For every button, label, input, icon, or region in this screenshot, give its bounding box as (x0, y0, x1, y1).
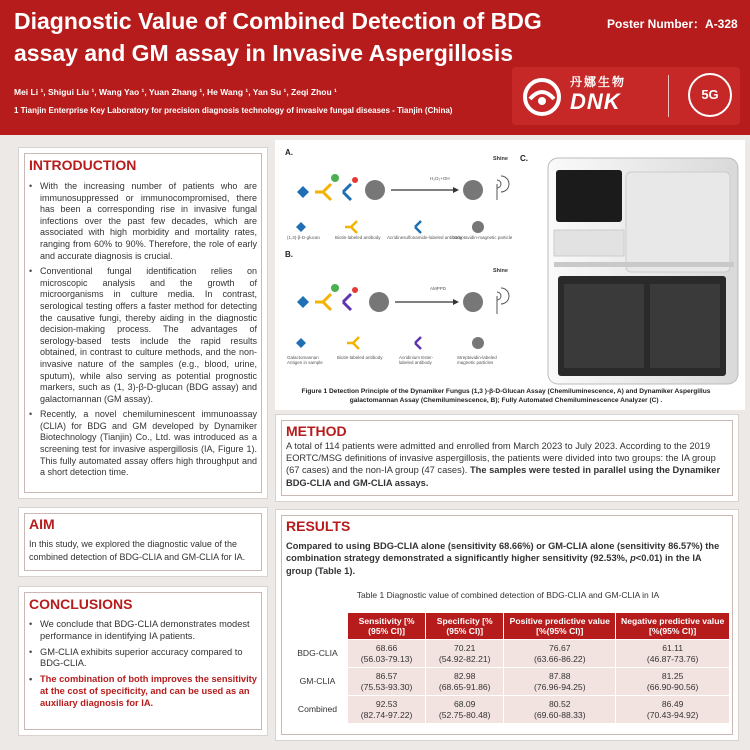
logo-chinese-text: 丹娜生物 (570, 75, 627, 89)
method-text: A total of 114 patients were admitted and enrolled from March 2023 to July 2023. According to the 2019 EORTC/MSG definitions of invasive aspergillosis, the patients were divided into two groups: the IA group (67 cases) and the non-IA group (47 cases). (286, 441, 716, 476)
cell-ci: (76.96-94.25) (533, 681, 586, 692)
cell-ci: (75.53-93.30) (360, 681, 413, 692)
results-summary (286, 540, 730, 577)
poster-title-line2: assay and GM assay in Invasive Aspergillosis (14, 40, 514, 66)
logo-divider (668, 75, 669, 117)
introduction-body (29, 181, 257, 483)
table-cell (348, 668, 426, 696)
introduction-bullet: • Conventional fungal identification relies on microscopic analysis and the growth of microorganisms in culture media. In contrast, serological testing offers a faster method for detecting the causative fungi, thereby aiding in the diagnostic decision-making process. The advantages of serology-based tests include the rapid results obtained, in contrast to culture methods, and the non-invasive nature of the samples (e.g., blood, urine, sputum), while also serving as potential prognostic markers, such as (1, 3)-β-D-glucan (BDG assay) and galactomannan (GM assay). (29, 266, 257, 405)
row-label: GM-CLIA (288, 668, 348, 696)
introduction-panel (18, 147, 268, 499)
results-heading: RESULTS (286, 518, 351, 534)
table-cell (348, 640, 426, 668)
cell-value: 92.53 (375, 699, 398, 709)
table-row (288, 668, 730, 696)
table-header-cell: Negative predictive value [%(95% CI)] (616, 613, 730, 640)
figure-shine-label: Shine (493, 156, 508, 162)
method-panel (275, 414, 739, 502)
aim-heading: AIM (29, 516, 55, 532)
cell-value: 70.21 (453, 643, 476, 653)
figure-1 (275, 140, 745, 410)
results-summary-part2: <0.01) in the IA group (Table 1). (286, 553, 702, 576)
cell-value: 76.67 (549, 643, 571, 653)
table-cell (616, 696, 730, 724)
author-list: Mei Li ¹, Shigui Liu ¹, Wang Yao ¹, Yuan Zhang ¹, He Wang ¹, Yan Su ¹, Zeqi Zhou ¹ (14, 87, 337, 97)
conclusion-highlight: • The combination of both improves the sensitivity at the cost of specificity, and can be used as an auxiliary diagnosis for IA. (29, 674, 257, 709)
cell-value: 61.11 (662, 643, 684, 653)
cell-ci: (66.90-90.56) (646, 681, 699, 692)
assay-a-schematic (283, 154, 518, 244)
analyzer-image (530, 152, 745, 388)
table-cell (504, 696, 616, 724)
cell-ci: (52.75-80.48) (438, 709, 491, 720)
poster-header (0, 0, 750, 135)
table-header-cell: Specificity [%(95% CI)] (426, 613, 504, 640)
conclusions-heading: CONCLUSIONS (29, 596, 133, 612)
table-header-cell: Sensitivity [%(95% CI)] (348, 613, 426, 640)
cell-ci: (54.92-82.21) (438, 653, 491, 664)
table-row (288, 696, 730, 724)
conclusions-body (29, 619, 257, 714)
table-cell (426, 696, 504, 724)
introduction-bullet: • With the increasing number of patients who are immunosuppressed or immunocompromised, there has been a corresponding rise in invasive fungal infections over the past few decades, which are associated with high morbidity and mortality rates, ranging from 60% to 90%. Therefore, the role of early and accurate diagnosis is crucial. (29, 181, 257, 262)
cell-ci: (56.03-79.13) (360, 653, 413, 664)
dnk-logo-icon (520, 77, 564, 117)
method-body (286, 440, 730, 489)
poster-number: Poster Number：A-328 (607, 17, 738, 31)
affiliation: 1 Tianjin Enterprise Key Laboratory for precision diagnosis technology of invasive fungal diseases - Tianjin (China) (14, 106, 453, 115)
figure-reagent-label: H₂O₂+OH (430, 176, 450, 181)
p-symbol: p (630, 553, 636, 564)
introduction-heading: INTRODUCTION (29, 157, 137, 173)
cell-value: 86.49 (661, 699, 684, 709)
cell-ci: (68.65-91.86) (438, 681, 491, 692)
aim-panel (18, 507, 268, 577)
figure-shine-label: Shine (493, 268, 508, 274)
cell-value: 81.25 (661, 671, 684, 681)
cell-value: 86.57 (375, 671, 398, 681)
method-heading: METHOD (286, 423, 347, 439)
conclusions-panel (18, 586, 268, 736)
results-summary-part1: Compared to using BDG-CLIA alone (sensitivity 68.66%) or GM-CLIA alone (sensitivity 86.57%) the combination strategy demonstrated a significantly higher sensitivity (92.53%, (286, 541, 720, 564)
figure-label-b: B. (285, 250, 293, 259)
cell-ci: (82.74-97.22) (360, 709, 413, 720)
logo-english-text: DNK (570, 89, 621, 114)
figure-caption: Figure 1 Detection Principle of the Dynamiker Fungus (1,3 )-β-D-Glucan Assay (Chemiluminescence, A) and Dynamiker Aspergillus galactomannan Assay (Chemiluminescence, B); Fully Automated Chemiluminescence Analyzer (C) . (301, 388, 711, 404)
table-cell (426, 640, 504, 668)
figure-b-legend: Acridinium Ester-labeled antibody (399, 355, 434, 365)
figure-a-legend: Streptavidin-magnetic particle (453, 235, 513, 240)
cell-ci: (70.43-94.92) (646, 709, 699, 720)
table-header-cell (288, 613, 348, 640)
table-cell (616, 640, 730, 668)
5g-badge-icon: 5G (688, 73, 732, 117)
figure-b-legend: Galactomannan Antigen in sample (287, 355, 323, 365)
figure-label-c: C. (520, 154, 528, 163)
table-cell (616, 668, 730, 696)
aim-text: In this study, we explored the diagnostic value of the combined detection of BDG-CLIA and GM-CLIA for IA. (29, 539, 246, 562)
figure-a-legend: Acridinesulfonamide-labeled antibody (387, 235, 462, 240)
conclusion-bullet: • We conclude that BDG-CLIA demonstrates modest performance in identifying IA patients. (29, 619, 257, 643)
company-logo (512, 67, 740, 125)
assay-b-schematic (283, 258, 518, 358)
method-bold-text: The samples were tested in parallel using the Dynamiker BDG-CLIA and GM-CLIA assays. (286, 465, 721, 488)
table-row (288, 640, 730, 668)
introduction-bullet: • Recently, a novel chemiluminescent immunoassay (CLIA) for BDG and GM developed by Dynamiker Biotechnology (Tianjin) Co., Ltd. was introduced as a screening test for invasive aspergillosis (IA, Figure 1). This fully automated assay offers high throughput and a short detection time. (29, 409, 257, 479)
cell-value: 68.09 (453, 699, 476, 709)
poster-title-line1: Diagnostic Value of Combined Detection of BDG (14, 8, 542, 34)
row-label: Combined (288, 696, 348, 724)
cell-ci: (63.66-86.22) (533, 653, 586, 664)
cell-value: 68.66 (375, 643, 398, 653)
figure-ampd-label: AMPPD (430, 286, 447, 291)
figure-b-legend: Biotin-labeled antibody (337, 355, 383, 360)
table-cell (348, 696, 426, 724)
figure-b-legend: Streptavidin-labeled magnetic particles (457, 355, 497, 365)
cell-value: 80.52 (549, 699, 571, 709)
cell-value: 87.88 (549, 671, 571, 681)
conclusion-bullet: • GM-CLIA exhibits superior accuracy compared to BDG-CLIA. (29, 647, 257, 671)
figure-a-legend: Biotin-labeled antibody (335, 235, 381, 240)
table-title: Table 1 Diagnostic value of combined detection of BDG-CLIA and GM-CLIA in IA (356, 590, 660, 600)
table-cell (426, 668, 504, 696)
table-cell (504, 640, 616, 668)
cell-ci: (69.60-88.33) (533, 709, 586, 720)
figure-a-legend: (1,3)-β-D-glucan (287, 235, 320, 240)
figure-label-a: A. (285, 148, 293, 157)
table-header-row (288, 613, 730, 640)
results-table (287, 612, 730, 724)
row-label: BDG-CLIA (288, 640, 348, 668)
table-header-cell: Positive predictive value [%(95% CI)] (504, 613, 616, 640)
cell-ci: (46.87-73.76) (646, 653, 699, 664)
table-cell (504, 668, 616, 696)
cell-value: 82.98 (453, 671, 476, 681)
